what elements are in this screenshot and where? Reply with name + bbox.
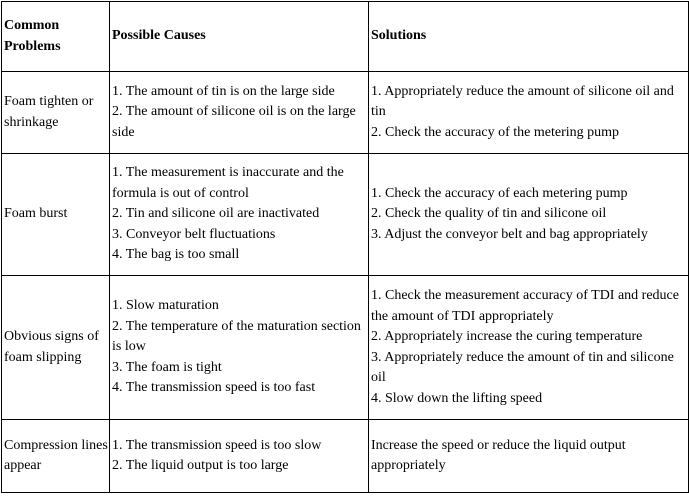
header-row <box>2 2 689 72</box>
cause-item: 1. The transmission speed is too slow <box>112 437 322 453</box>
cause-item: 1. The measurement is inaccurate and the formula is out of control <box>112 165 348 201</box>
causes-cell <box>110 420 369 493</box>
problem-cell: Foam tighten or shrinkage <box>2 72 110 154</box>
table-row <box>2 420 689 493</box>
solution-item: 1. Appropriately reduce the amount of silicone oil and tin <box>371 83 678 120</box>
cause-item: 1. The amount of tin is on the large side <box>112 83 335 99</box>
solution-item: 3. Adjust the conveyor belt and bag appropriately <box>371 226 648 242</box>
cause-item: 4. The transmission speed is too fast <box>112 380 316 396</box>
solution-item: 2. Check the accuracy of the metering pump <box>371 124 620 140</box>
solution-item: 1. Check the accuracy of each metering pump <box>371 185 628 201</box>
solution-item: 3. Appropriately reduce the amount of tin and silicone oil <box>371 349 678 385</box>
causes-cell <box>110 154 369 276</box>
problem-cell: Foam burst <box>2 154 110 276</box>
troubleshooting-table <box>1 1 689 493</box>
cause-item: 2. The temperature of the maturation section is low <box>112 318 365 355</box>
cause-item: 4. The bag is too small <box>112 247 240 263</box>
causes-cell <box>110 276 369 420</box>
solution-item: 1. Check the measurement accuracy of TDI and reduce the amount of TDI appropriately <box>371 288 683 324</box>
solutions-cell <box>369 420 689 493</box>
table-row <box>2 72 689 154</box>
solutions-cell <box>369 276 689 420</box>
cause-item: 3. The foam is tight <box>112 359 222 375</box>
solutions-cell <box>369 154 689 276</box>
solution-item: Increase the speed or reduce the liquid output appropriately <box>371 437 630 473</box>
solution-item: 2. Check the quality of tin and silicone oil <box>371 206 607 222</box>
problem-cell: Compression lines appear <box>2 420 110 493</box>
problem-cell: Obvious signs of foam slipping <box>2 276 110 420</box>
cause-item: 3. Conveyor belt fluctuations <box>112 226 276 242</box>
cause-item: 2. Tin and silicone oil are inactivated <box>112 206 320 222</box>
solutions-cell <box>369 72 689 154</box>
cause-item: 1. Slow maturation <box>112 298 219 314</box>
cause-item: 2. The liquid output is too large <box>112 458 289 473</box>
header-solutions: Solutions <box>369 2 689 72</box>
table-row <box>2 276 689 420</box>
table-row <box>2 154 689 276</box>
causes-cell <box>110 72 369 154</box>
solution-item: 4. Slow down the lifting speed <box>371 390 543 406</box>
header-common-problems: Common Problems <box>2 2 110 72</box>
solution-item: 2. Appropriately increase the curing temperature <box>371 329 643 344</box>
header-possible-causes: Possible Causes <box>110 2 369 72</box>
cause-item: 2. The amount of silicone oil is on the large side <box>112 104 360 140</box>
